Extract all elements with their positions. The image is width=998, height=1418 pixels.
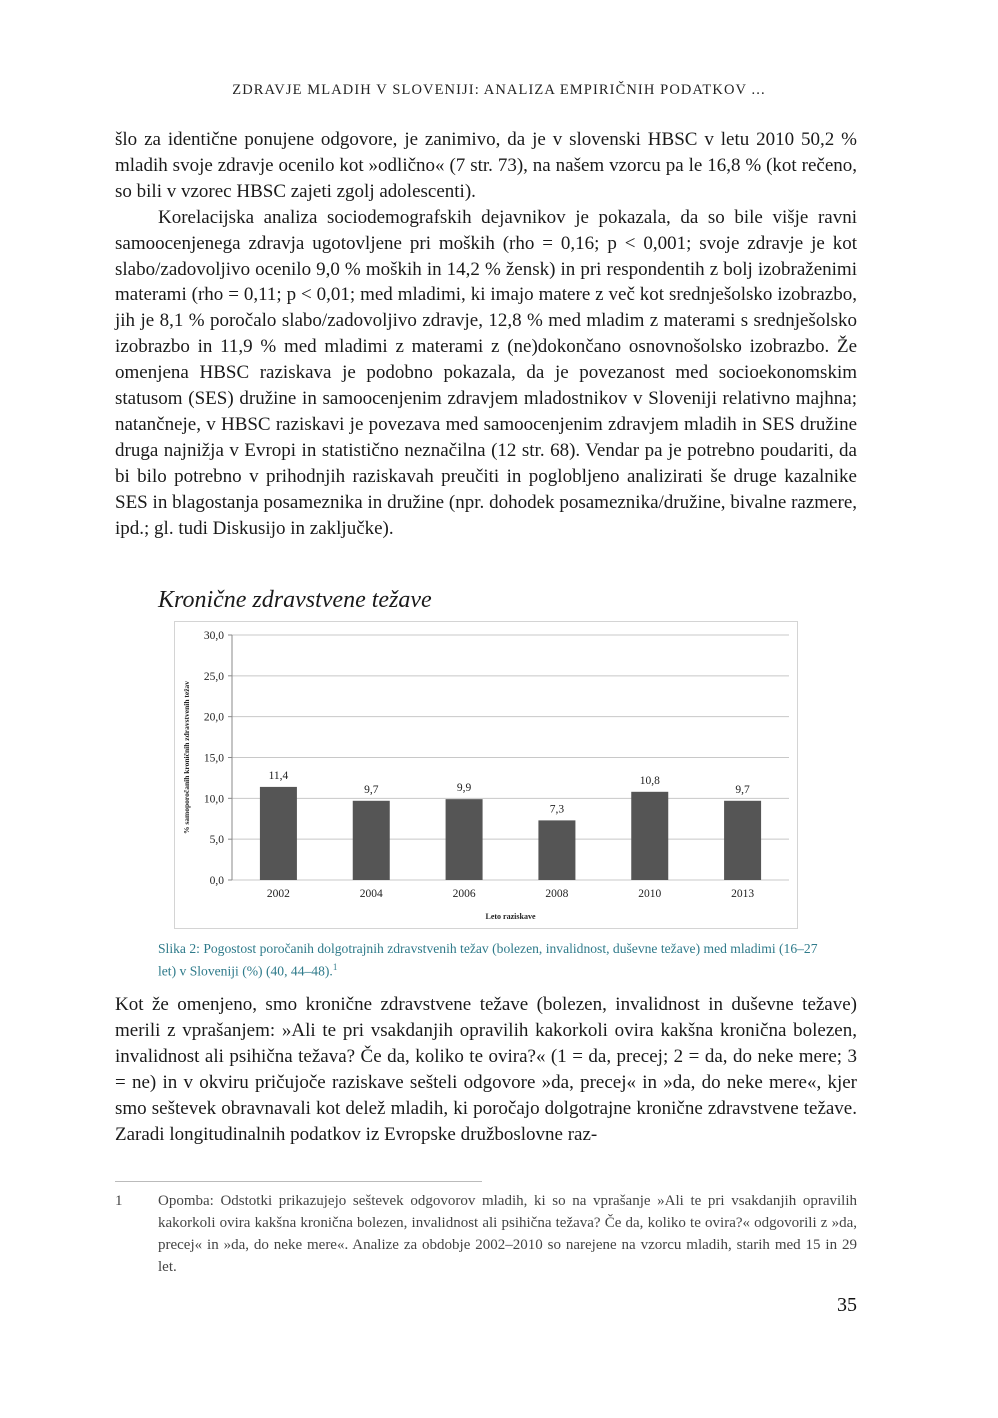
data-label: 9,7 (735, 783, 750, 796)
y-tick-label: 15,0 (203, 752, 224, 765)
y-tick-label: 5,0 (209, 834, 224, 847)
data-label: 10,8 (639, 774, 660, 787)
y-tick-label: 30,0 (203, 630, 224, 642)
bar (631, 792, 668, 880)
caption-footnote-ref: 1 (332, 962, 338, 972)
figure-caption (158, 939, 818, 981)
bar (446, 799, 483, 880)
data-label: 9,7 (364, 783, 379, 796)
data-label: 7,3 (549, 803, 565, 816)
page-number: 35 (837, 1294, 857, 1316)
bar (538, 820, 575, 880)
x-axis-title: Leto raziskave (485, 912, 536, 921)
paragraph-2: Korelacijska analiza sociodemografskih dejavnikov je pokazala, da so bile višje ravni samoocenjenega zdravja ugotovljene pri moških (rho = 0,16; p < 0,001; svoje zdravje je kot slabo/zadovoljivo ocenilo 9,0 % moških in 14,2 % žensk) in pri respondentih z bolj izobraženimi materami (rho = 0,11; p < 0,01; med mladimi, ki imajo matere z več kot srednješolsko izobrazbo, jih je 8,1 % poročalo slabo/zadovoljivo zdravje, 12,8 % med mladim z materami s srednješolsko izobrazbo in 11,9 % med mladimi z materami z (ne)dokončano osnovnošolsko izobrazbo. Že omenjena HBSC raziskava je podobno pokazala, da je povezanost med socioekonomskim statusom (SES) družine in samoocenjenim zdravjem mladostnikov v Sloveniji relativno majhna; natančneje, v HBSC raziskavi je povezava med samoocenjenim zdravjem mladih in SES družine druga najnižja v Evropi in statistično neznačilna (12 str. 68). Vendar pa je potrebno poudariti, da bi bilo potrebno v prihodnjih raziskavah preučiti in poglobljeno analizirati še druge kazalnike SES in blagostanja posameznika in družine (npr. dohodek posameznika/družine, bivalne razmere, ipd.; gl. tudi Diskusijo in zaključke). (115, 206, 857, 539)
footnote-text: Opomba: Odstotki prikazujejo seštevek odgovorov mladih, ki so na vprašanje »Ali te pri vsakdanjih opravilih kakorkoli ovira kakšna kronična bolezen, invalidnost ali psihična težava? Če da, koliko te ovira?« odgovorili z »da, precej« in »da, do neke mere«. Analize za obdobje 2002–2010 so narejene na vzorcu mladih, starih med 15 in 29 let. (158, 1193, 857, 1275)
y-axis-title: % samoporočanih kroničnih zdravstvenih težav (182, 680, 191, 835)
paragraph-3: Kot že omenjeno, smo kronične zdravstvene težave (bolezen, invalidnost in duševne težave) merili z vprašanjem: »Ali te pri vsakdanjih opravilih kakorkoli ovira kakšna kronična bolezen, invalidnost ali psihična težava? Če da, koliko te ovira?« (1 = da, precej; 2 = da, do neke mere; 3 = ne) in v okviru pričujoče raziskave sešteli odgovore »da, precej« in »da, do neke mere«, kjer smo seštevek obravnavali kot delež mladih, ki poročajo dolgotrajne kronične zdravstvene težave. Zaradi longitudinalnih podatkov iz Evropske družboslovne raz- (115, 994, 857, 1145)
section-heading: Kronične zdravstvene težave (158, 587, 432, 613)
bar-chart-svg (175, 622, 797, 928)
x-tick-label: 2010 (638, 888, 662, 900)
y-tick-label: 25,0 (203, 670, 224, 683)
y-tick-label: 20,0 (203, 711, 224, 724)
y-tick-label: 0,0 (209, 875, 224, 887)
body-text-top (115, 127, 857, 542)
y-tick-label: 10,0 (203, 793, 224, 806)
body-text-bottom (115, 992, 857, 1147)
data-label: 11,4 (268, 769, 289, 782)
data-label: 9,9 (456, 782, 472, 795)
x-tick-label: 2013 (731, 888, 755, 900)
x-tick-label: 2008 (545, 888, 569, 900)
running-head: ZDRAVJE MLADIH V SLOVENIJI: ANALIZA EMPIRIČNIH PODATKOV ... (232, 82, 766, 98)
caption-text: Slika 2: Pogostost poročanih dolgotrajnih zdravstvenih težav (bolezen, invalidnost, duševne težave) med mladimi (16–27 let) v Sloveniji (%) (40, 44–48). (158, 941, 818, 979)
x-tick-label: 2002 (266, 888, 290, 900)
x-tick-label: 2004 (359, 888, 383, 900)
footnote-divider (115, 1181, 482, 1182)
bar (724, 801, 761, 880)
x-tick-label: 2006 (452, 888, 476, 900)
bar (353, 801, 390, 880)
bar (260, 787, 297, 880)
paragraph-1: šlo za identične ponujene odgovore, je zanimivo, da je v slovenski HBSC v letu 2010 50,2 % mladih svoje zdravje ocenilo kot »odlično« (7 str. 73), na našem vzorcu pa le 16,8 % (kot rečeno, so bili v vzorec HBSC zajeti zgolj adolescenti). (115, 129, 857, 202)
footnote-number: 1 (115, 1193, 123, 1209)
bar-chart (174, 621, 798, 929)
